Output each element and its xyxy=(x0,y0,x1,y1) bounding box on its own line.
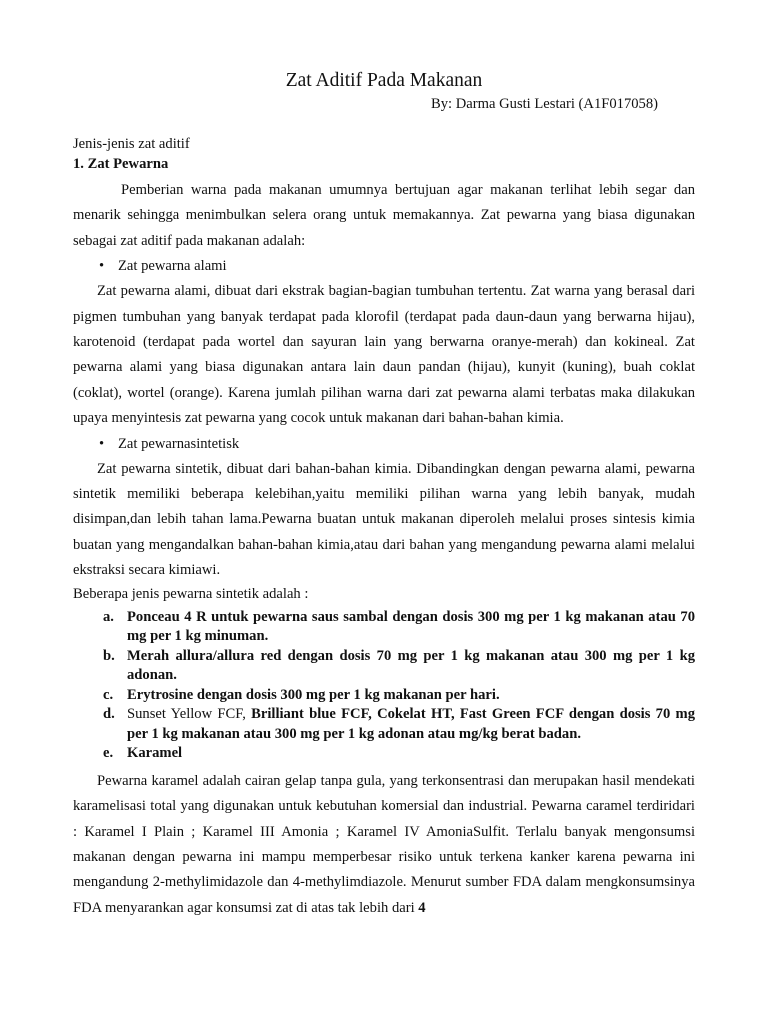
author-line: By: Darma Gusti Lestari (A1F017058) xyxy=(431,96,658,112)
list-item xyxy=(73,686,695,706)
list-item-text: Merah allura/allura red dengan dosis 70 mg per 1 kg makanan atau 300 mg per 1 kg adonan. xyxy=(127,647,695,684)
document-body xyxy=(73,68,695,921)
list-item-text: Erytrosine dengan dosis 300 mg per 1 kg makanan per hari. xyxy=(127,686,500,703)
list-intro: Beberapa jenis pewarna sintetik adalah : xyxy=(73,585,309,602)
section-label: Jenis-jenis zat aditif xyxy=(73,136,190,152)
bullet-item-pewarna-sintetik xyxy=(73,432,695,457)
bullet-icon: • xyxy=(99,435,105,452)
list-item-text-bold: Brilliant blue FCF, Cokelat HT, Fast Green FCF dengan dosis 70 mg per 1 kg makanan atau 300 mg per 1 kg adonan atau mg/kg berat badan. xyxy=(127,706,695,742)
list-marker: d. xyxy=(103,706,115,723)
list-item xyxy=(73,744,695,764)
heading-zat-pewarna: 1. Zat Pewarna xyxy=(73,156,169,172)
karamel-paragraph-bold-number: 4 xyxy=(418,899,426,916)
list-marker: e. xyxy=(103,745,114,762)
list-marker: c. xyxy=(103,686,114,703)
bullet-icon: • xyxy=(99,258,105,275)
bullet-label: Zat pewarnasintetisk xyxy=(118,435,240,452)
list-item xyxy=(73,608,695,647)
list-item-text-normal: Sunset Yellow FCF, xyxy=(127,706,252,723)
list-item xyxy=(73,647,695,686)
list-item-text: Ponceau 4 R untuk pewarna saus sambal dengan dosis 300 mg per 1 kg makanan atau 70 mg per 1 kg minuman. xyxy=(127,608,695,645)
list-item xyxy=(73,705,695,744)
intro-paragraph: Pemberian warna pada makanan umumnya bertujuan agar makanan terlihat lebih segar dan menarik sehingga menimbulkan selera orang untuk memakannya. Zat pewarna yang biasa digunakan sebagai zat aditif pada makanan adalah: xyxy=(73,182,695,249)
list-marker: a. xyxy=(103,608,114,625)
bullet-item-pewarna-alami xyxy=(73,254,695,279)
bullet-list-2 xyxy=(73,432,695,457)
pewarna-alami-paragraph: Zat pewarna alami, dibuat dari ekstrak bagian-bagian tumbuhan tertentu. Zat warna yang berasal dari pigmen tumbuhan yang banyak terdapat pada klorofil (terdapat pada daun-daun yang berwarna hijau), karotenoid (terdapat pada wortel dan sayuran lain yang berwarna oranye-merah) dan kokineal. Zat pewarna alami yang biasa digunakan antara lain daun pandan (hijau), kunyit (kuning), buah coklat (coklat), wortel (orange). Karena jumlah pilihan warna dari zat pewarna alami terbatas maka dilakukan upaya menyintesis zat pewarna yang cocok untuk makanan dari bahan-bahan kimia. xyxy=(73,283,695,427)
bullet-list-1 xyxy=(73,254,695,279)
karamel-paragraph xyxy=(73,769,695,921)
karamel-paragraph-text: Pewarna karamel adalah cairan gelap tanpa gula, yang terkonsentrasi dan merupakan hasil mendekati karamelisasi total yang digunakan untuk kebutuhan komersial dan industrial. Pewarna caramel terdiridari : Karamel I Plain ; Karamel III Amonia ; Karamel IV AmoniaSulfit. Terlalu banyak mengonsumsi makanan dengan pewarna ini mampu memperbesar risiko untuk terkena kanker karena pewarna ini mengandung 2-methylimidazole dan 4-methylimdiazole. Menurut sumber FDA dalam mengkonsumsinya FDA menyarankan agar konsumsi zat di atas tak lebih dari xyxy=(73,772,695,916)
bullet-label: Zat pewarna alami xyxy=(118,258,227,275)
pewarna-sintetik-paragraph: Zat pewarna sintetik, dibuat dari bahan-bahan kimia. Dibandingkan dengan pewarna alami, pewarna sintetik memiliki beberapa kelebihan,yaitu memiliki pilihan warna yang lebih banyak, mudah disimpan,dan lebih tahan lama.Pewarna buatan untuk makanan diperoleh melalui proses sintesis kimia buatan yang mengandalkan bahan-bahan kimia,atau dari bahan yang mengandung pewarna alami melalui ekstraksi secara kimiawi. xyxy=(73,460,695,579)
document-title: Zat Aditif Pada Makanan xyxy=(285,70,483,91)
list-marker: b. xyxy=(103,647,115,664)
list-item-text: Karamel xyxy=(127,745,183,762)
synthetic-dye-list xyxy=(73,608,695,764)
